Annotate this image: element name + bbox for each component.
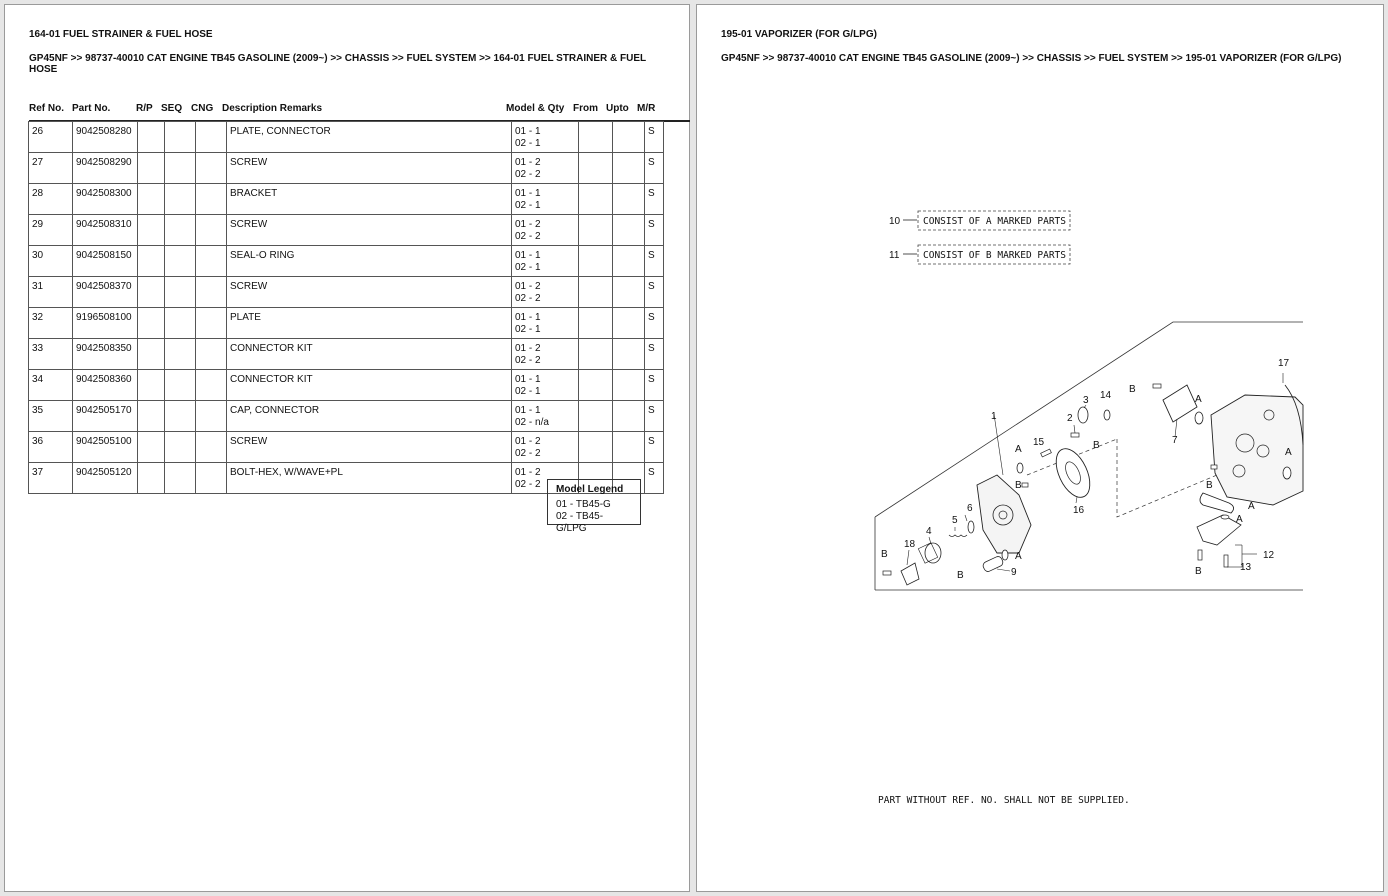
qty-line: 02 - 1 [515,385,541,397]
table-row [29,153,664,184]
cell-mq [512,277,579,308]
callout-9: 9 [1011,567,1017,578]
qty-line: 01 - 1 [515,188,541,199]
cell-rp [138,370,165,401]
header-from: From [573,103,598,114]
qty-line: 02 - n/a [515,416,549,428]
header-ref: Ref No. [29,103,64,114]
header-upto: Upto [606,103,629,114]
cell-part: 9042505100 [73,432,138,463]
cell-ref: 35 [29,401,73,432]
qty-line: 01 - 1 [515,126,541,137]
callout-3: 3 [1083,395,1089,406]
cell-from [579,122,613,153]
callout-2: 2 [1067,413,1073,424]
cell-rp [138,277,165,308]
cell-part: 9042508360 [73,370,138,401]
qty-line: 02 - 2 [515,292,541,304]
cell-seq [165,339,196,370]
cell-mr: S [645,401,664,432]
cell-cng [196,122,227,153]
cell-desc: SCREW [227,277,512,308]
cell-from [579,184,613,215]
cell-upto [613,401,645,432]
breadcrumb: GP45NF >> 98737-40010 CAT ENGINE TB45 GASOLINE (2009~) >> CHASSIS >> FUEL SYSTEM >> 195-01 VAPORIZER (FOR G/LPG) [721,53,1342,64]
cell-part: 9042508300 [73,184,138,215]
callout-7: 7 [1172,435,1178,446]
qty-line: 02 - 2 [515,478,541,490]
cell-mq [512,215,579,246]
mark-a: A [1195,394,1202,405]
table-row [29,122,664,153]
cell-ref: 26 [29,122,73,153]
cell-cng [196,401,227,432]
left-catalog-page [4,4,690,892]
cell-mr: S [645,463,664,494]
cell-from [579,153,613,184]
cell-seq [165,370,196,401]
cell-desc: PLATE [227,308,512,339]
callout-16: 16 [1073,505,1085,516]
cell-from [579,308,613,339]
cell-from [579,401,613,432]
header-seq: SEQ [161,103,183,114]
cell-cng [196,339,227,370]
cell-mq [512,184,579,215]
cell-part: 9042508350 [73,339,138,370]
cell-ref: 28 [29,184,73,215]
cell-ref: 34 [29,370,73,401]
cell-seq [165,246,196,277]
cell-upto [613,370,645,401]
cell-seq [165,308,196,339]
cell-mq [512,246,579,277]
callout-4: 4 [926,526,932,537]
table-row [29,246,664,277]
callout-15: 15 [1033,437,1045,448]
cell-mr: S [645,153,664,184]
top-cover [1163,385,1197,422]
parts-table [28,121,664,494]
cell-desc: CONNECTOR KIT [227,339,512,370]
cell-mq [512,339,579,370]
cell-rp [138,153,165,184]
cell-ref: 29 [29,215,73,246]
cell-mq [512,370,579,401]
consist-a-label: CONSIST OF A MARKED PARTS [923,216,1066,227]
cell-part: 9042505120 [73,463,138,494]
cell-ref: 32 [29,308,73,339]
qty-line: 02 - 2 [515,354,541,366]
header-mr: M/R [637,103,656,114]
callout-18: 18 [904,539,916,550]
cell-cng [196,370,227,401]
cell-rp [138,401,165,432]
header-desc: Description Remarks [222,103,323,114]
mark-b: B [1206,480,1213,491]
page-title: 164-01 FUEL STRAINER & FUEL HOSE [29,29,213,40]
cell-from [579,432,613,463]
cell-mr: S [645,184,664,215]
cell-mq [512,153,579,184]
mark-b: B [1015,480,1022,491]
breadcrumb: GP45NF >> 98737-40010 CAT ENGINE TB45 GASOLINE (2009~) >> CHASSIS >> FUEL SYSTEM >> 164-01 FUEL STRAINER & FUEL HOSE [29,53,646,75]
cell-part: 9042508280 [73,122,138,153]
cell-upto [613,432,645,463]
mark-a: A [1285,447,1292,458]
table-row [29,215,664,246]
qty-line: 01 - 2 [515,343,541,354]
callout-17: 17 [1278,358,1290,369]
cell-ref: 27 [29,153,73,184]
qty-line: 01 - 1 [515,250,541,261]
cell-part: 9042508290 [73,153,138,184]
table-row [29,432,664,463]
cell-mr: S [645,246,664,277]
cell-upto [613,153,645,184]
cell-upto [613,122,645,153]
cell-seq [165,432,196,463]
cell-mr: S [645,308,664,339]
qty-line: 01 - 2 [515,467,541,478]
mark-a: A [1015,444,1022,455]
mark-b: B [1129,384,1136,395]
cell-rp [138,432,165,463]
cell-seq [165,153,196,184]
legend-item: 02 - TB45-G/LPG [556,511,604,534]
callout-13: 13 [1240,562,1252,573]
callout-10: 10 [889,216,901,227]
mark-b: B [957,570,964,581]
callout-12: 12 [1263,550,1275,561]
cell-mr: S [645,277,664,308]
cell-mq [512,401,579,432]
table-row [29,370,664,401]
cell-mr: S [645,122,664,153]
mark-a: A [1236,514,1243,525]
cell-seq [165,277,196,308]
supply-note: PART WITHOUT REF. NO. SHALL NOT BE SUPPLIED. [878,795,1130,806]
cell-mr: S [645,370,664,401]
qty-line: 02 - 2 [515,447,541,459]
cell-cng [196,277,227,308]
cell-seq [165,122,196,153]
mark-a: A [1015,551,1022,562]
cell-mq [512,122,579,153]
qty-line: 02 - 2 [515,168,541,180]
diaphragm [1049,444,1096,503]
cell-cng [196,246,227,277]
cell-desc: PLATE, CONNECTOR [227,122,512,153]
cell-rp [138,215,165,246]
cell-cng [196,215,227,246]
page-title: 195-01 VAPORIZER (FOR G/LPG) [721,29,877,40]
cell-cng [196,308,227,339]
table-row [29,339,664,370]
cell-cng [196,184,227,215]
cell-part: 9042508150 [73,246,138,277]
cell-desc: CAP, CONNECTOR [227,401,512,432]
cell-from [579,339,613,370]
mark-a: A [1248,501,1255,512]
cell-desc: SCREW [227,432,512,463]
cell-upto [613,215,645,246]
cell-part: 9042505170 [73,401,138,432]
cell-from [579,277,613,308]
cell-from [579,246,613,277]
cell-upto [613,184,645,215]
cell-rp [138,308,165,339]
callout-11: 11 [889,250,900,261]
cell-seq [165,184,196,215]
right-catalog-page [696,4,1384,892]
cell-ref: 33 [29,339,73,370]
qty-line: 01 - 1 [515,374,541,385]
cell-seq [165,401,196,432]
qty-line: 02 - 1 [515,137,541,149]
qty-line: 02 - 1 [515,199,541,211]
qty-line: 02 - 2 [515,230,541,242]
callout-5: 5 [952,515,958,526]
cell-rp [138,184,165,215]
model-legend [547,479,641,534]
header-model-qty: Model & Qty [506,103,565,114]
cell-mr: S [645,339,664,370]
callout-6: 6 [967,503,973,514]
table-row [29,184,664,215]
legend-item: 01 - TB45-G [556,499,611,510]
header-rp: R/P [136,103,153,114]
cell-rp [138,463,165,494]
qty-line: 02 - 1 [515,261,541,273]
cell-desc: SCREW [227,153,512,184]
header-cng: CNG [191,103,214,114]
qty-line: 01 - 2 [515,436,541,447]
cell-desc: SCREW [227,215,512,246]
vaporizer-exploded-diagram [867,205,1307,605]
cell-upto [613,277,645,308]
cell-desc: CONNECTOR KIT [227,370,512,401]
cell-mr: S [645,215,664,246]
qty-line: 01 - 2 [515,281,541,292]
legend-title: Model Legend [556,484,624,495]
mark-b: B [1093,440,1100,451]
cell-seq [165,215,196,246]
header-part: Part No. [72,103,111,114]
table-row [29,401,664,432]
cell-mq [512,432,579,463]
cell-cng [196,463,227,494]
cell-desc: BRACKET [227,184,512,215]
table-row [29,277,664,308]
cell-cng [196,432,227,463]
cell-mr: S [645,432,664,463]
cell-desc: BOLT-HEX, W/WAVE+PL [227,463,512,494]
bottom-plate [1197,515,1241,545]
qty-line: 01 - 2 [515,157,541,168]
cell-upto [613,339,645,370]
cell-from [579,215,613,246]
callout-1: 1 [991,411,997,422]
cell-upto [613,308,645,339]
cell-cng [196,153,227,184]
cell-desc: SEAL-O RING [227,246,512,277]
cell-ref: 36 [29,432,73,463]
cell-upto [613,246,645,277]
qty-line: 01 - 2 [515,219,541,230]
cell-rp [138,122,165,153]
cell-ref: 30 [29,246,73,277]
qty-line: 02 - 1 [515,323,541,335]
cell-seq [165,463,196,494]
cell-part: 9196508100 [73,308,138,339]
qty-line: 01 - 1 [515,405,541,416]
cell-part: 9042508310 [73,215,138,246]
cell-mq [512,308,579,339]
mark-b: B [1195,566,1202,577]
cell-rp [138,339,165,370]
callout-14: 14 [1100,390,1112,401]
cell-ref: 37 [29,463,73,494]
consist-b-label: CONSIST OF B MARKED PARTS [923,250,1066,261]
cell-rp [138,246,165,277]
cell-part: 9042508370 [73,277,138,308]
cell-ref: 31 [29,277,73,308]
mark-b: B [881,549,888,560]
qty-line: 01 - 1 [515,312,541,323]
cell-from [579,370,613,401]
table-row [29,308,664,339]
